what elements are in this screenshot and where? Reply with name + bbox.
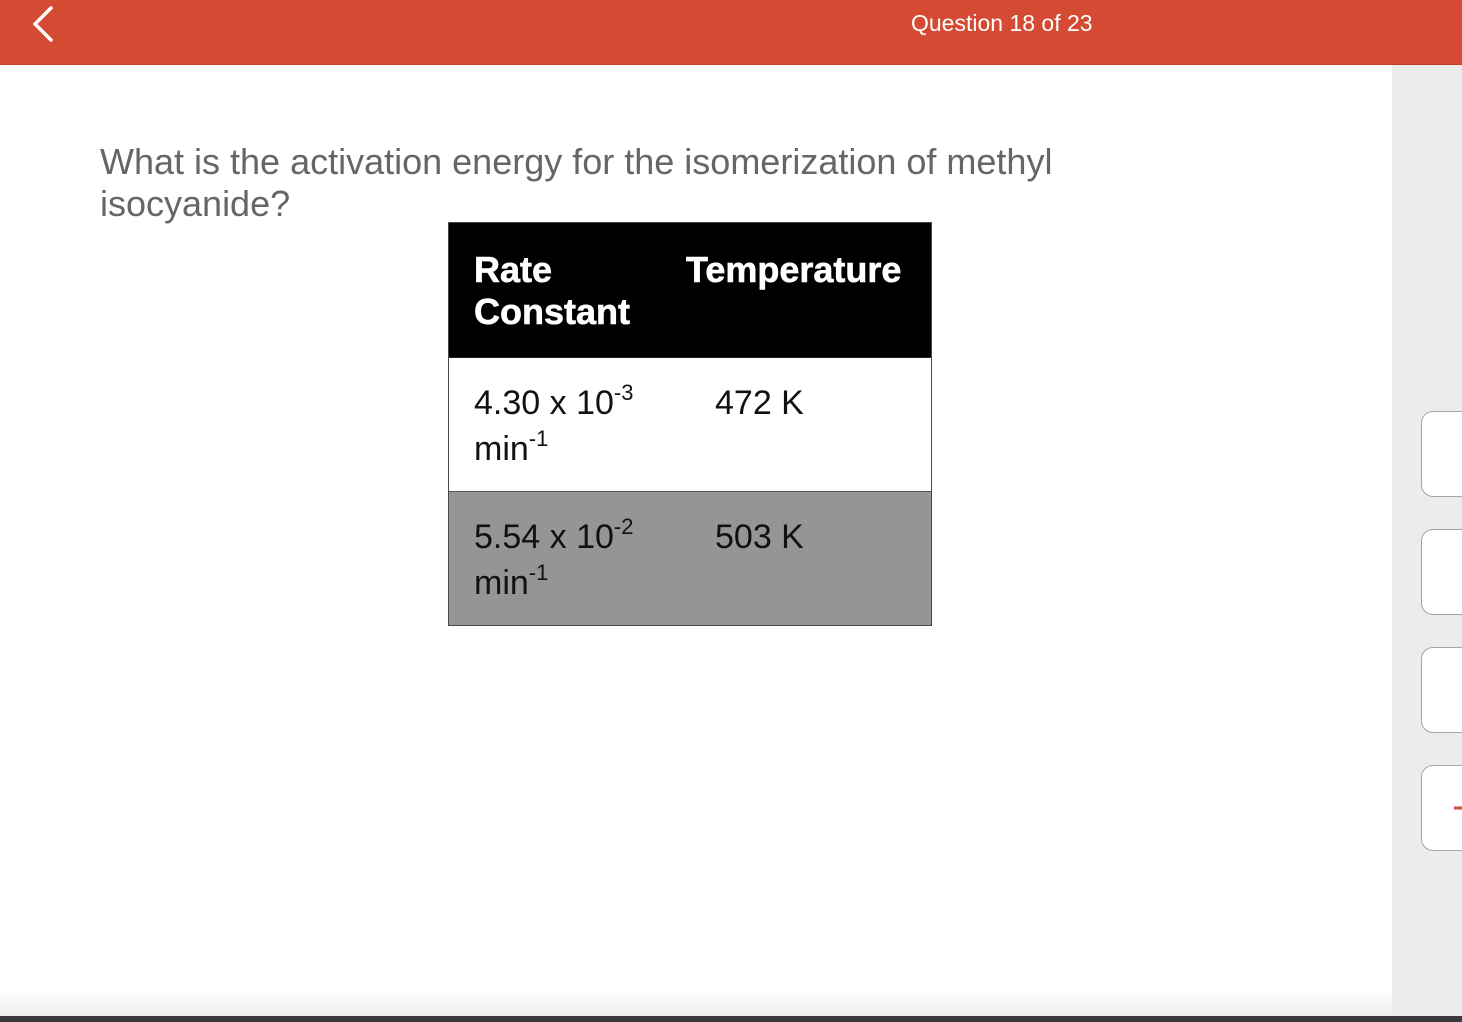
table-row [449, 491, 931, 625]
question-counter: Question 18 of 23 [911, 10, 1093, 36]
header-temperature: Temperature [686, 249, 902, 290]
rate-exponent: -3 [613, 380, 634, 405]
temperature-cell: 472 K [715, 384, 804, 422]
data-table [448, 222, 932, 626]
rate-constant-cell [474, 382, 633, 474]
rate-exponent: -2 [613, 514, 634, 539]
rate-mantissa: 4.30 x 10 [474, 384, 614, 422]
answer-slot-2[interactable] [1421, 529, 1462, 615]
temperature-cell: 503 K [715, 518, 804, 556]
add-answer-button[interactable] [1421, 765, 1462, 851]
rate-unit-exponent: -1 [528, 560, 549, 585]
answer-slot-3[interactable] [1421, 647, 1462, 733]
back-button[interactable] [26, 4, 62, 44]
table-header-row [449, 223, 931, 357]
table-row [449, 357, 931, 491]
header-rate-constant: Rate Constant [474, 249, 630, 332]
rate-constant-cell [474, 516, 633, 608]
plus-icon [1450, 792, 1462, 824]
rate-unit-exponent: -1 [528, 426, 549, 451]
rate-unit: min [474, 430, 529, 468]
top-bar [0, 0, 1462, 65]
rate-unit: min [474, 564, 529, 602]
answer-slot-1[interactable] [1421, 411, 1462, 497]
bottom-fade [0, 990, 1392, 1016]
question-text: What is the activation energy for the isomerization of methyl isocyanide? [100, 141, 1053, 224]
chevron-left-icon [26, 4, 62, 44]
bottom-border [0, 1016, 1462, 1022]
rate-mantissa: 5.54 x 10 [474, 518, 614, 556]
